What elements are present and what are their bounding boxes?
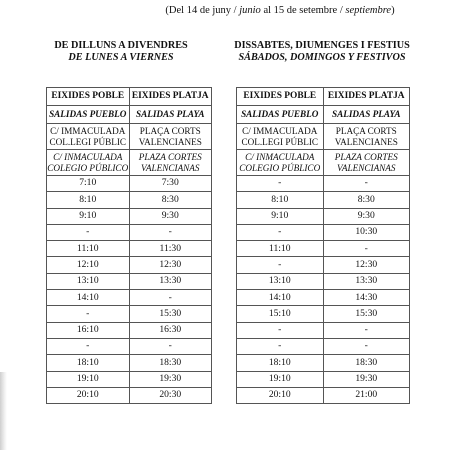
time-row-cell: 13:10 [237,273,324,289]
time-row-cell: 19:30 [129,371,212,387]
time-row [237,176,410,192]
column-header-row [47,88,212,106]
time-row-cell: 12:30 [323,257,410,273]
date-range-ca: Del 14 de juny [168,5,232,16]
stop-name-es-row-cell: C/ INMACULADA COLEGIO PÚBLICO [47,150,130,176]
stop-name-row [47,124,212,150]
time-row-cell: 15:30 [129,306,212,322]
time-row-cell: 20:30 [129,387,212,403]
time-row [47,355,212,371]
time-row-cell: 7:30 [129,176,212,192]
column-header-row-cell: EIXIDES POBLE [237,88,324,106]
stop-name-es-row-cell: PLAZA CORTES VALENCIANAS [323,150,410,176]
column-subheader-row-cell: SALIDAS PUEBLO [237,106,324,124]
time-row-cell: - [237,338,324,354]
weekend-title-ca: DISSABTES, DIUMENGES I FESTIUS [234,40,410,51]
time-row-cell: 18:10 [237,355,324,371]
time-row-cell: 18:30 [129,355,212,371]
column-header-row-cell: EIXIDES POBLE [47,88,130,106]
time-row-cell: 15:10 [237,306,324,322]
column-subheader-row-cell: SALIDAS PLAYA [129,106,212,124]
time-row-cell: - [129,290,212,306]
time-row-cell: 13:30 [129,273,212,289]
time-row [47,273,212,289]
time-row-cell: 9:30 [323,208,410,224]
weekday-title-ca: DE DILLUNS A DIVENDRES [54,40,188,51]
time-row [47,371,212,387]
time-row [237,387,410,403]
scroll-edge-shadow [0,372,7,450]
time-row-cell: - [47,338,130,354]
time-row-cell: 19:10 [237,371,324,387]
time-row-cell: 20:10 [47,387,130,403]
time-row-cell: 15:30 [323,306,410,322]
time-row-cell: - [47,224,130,240]
time-row [237,371,410,387]
time-row-cell: 8:10 [237,192,324,208]
time-row-cell: - [237,224,324,240]
time-row [237,241,410,257]
time-row [47,322,212,338]
time-row-cell: - [323,241,410,257]
time-row [237,192,410,208]
time-row-cell: 18:30 [323,355,410,371]
time-row-cell: 20:10 [237,387,324,403]
weekday-heading [26,40,216,64]
time-row-cell: 9:10 [47,208,130,224]
time-row-cell: 11:30 [129,241,212,257]
column-header-row-cell: EIXIDES PLATJA [129,88,212,106]
time-row-cell: - [47,306,130,322]
time-row-cell: - [237,322,324,338]
time-row-cell: 8:30 [129,192,212,208]
time-row [47,192,212,208]
date-range-es-to: septiembre [345,5,392,16]
time-row-cell: 14:30 [323,290,410,306]
time-row-cell: - [323,322,410,338]
weekend-title-es: SÁBADOS, DOMINGOS Y FESTIVOS [238,52,406,63]
date-range-es-from: junio [239,5,261,16]
time-row-cell: 8:30 [323,192,410,208]
time-row-cell: - [237,257,324,273]
time-row [47,241,212,257]
time-row-cell: 14:10 [47,290,130,306]
time-row-cell: 12:10 [47,257,130,273]
time-row-cell: - [129,338,212,354]
column-subheader-row [237,106,410,124]
time-row-cell: 14:10 [237,290,324,306]
stop-name-row-cell: C/ IMMACULADA COL.LEGI PÚBLIC [47,124,130,150]
stop-name-es-row-cell: C/ INMACULADA COLEGIO PÚBLICO [237,150,324,176]
time-row-cell: 10:30 [323,224,410,240]
time-row-cell: 18:10 [47,355,130,371]
time-row-cell: 9:30 [129,208,212,224]
stop-name-es-row-cell: PLAZA CORTES VALENCIANAS [129,150,212,176]
stop-name-row [237,124,410,150]
stop-name-es-row [237,150,410,176]
time-row-cell: 7:10 [47,176,130,192]
time-row-cell: 9:10 [237,208,324,224]
time-row [47,306,212,322]
time-row [237,306,410,322]
time-row-cell: - [323,338,410,354]
column-header-row-cell: EIXIDES PLATJA [323,88,410,106]
time-row [47,338,212,354]
time-row-cell: - [237,176,324,192]
column-subheader-row [47,106,212,124]
time-row [237,273,410,289]
stop-name-row-cell: PLAÇA CORTS VALENCIANES [323,124,410,150]
time-row [47,387,212,403]
time-row-cell: 16:30 [129,322,212,338]
time-row [47,290,212,306]
time-row [47,176,212,192]
time-row-cell: 19:10 [47,371,130,387]
time-row [47,224,212,240]
time-row [237,257,410,273]
time-row-cell: 13:10 [47,273,130,289]
weekend-heading [222,40,422,64]
time-row-cell: 19:30 [323,371,410,387]
time-row [237,338,410,354]
time-row-cell: 16:10 [47,322,130,338]
time-row [237,290,410,306]
time-row-cell: 13:30 [323,273,410,289]
time-row-cell: 12:30 [129,257,212,273]
column-subheader-row-cell: SALIDAS PUEBLO [47,106,130,124]
stop-name-row-cell: PLAÇA CORTS VALENCIANES [129,124,212,150]
time-row [47,257,212,273]
time-row [237,224,410,240]
time-row-cell: 8:10 [47,192,130,208]
time-row-cell: 11:10 [237,241,324,257]
column-subheader-row-cell: SALIDAS PLAYA [323,106,410,124]
time-row-cell: 11:10 [47,241,130,257]
time-row [237,355,410,371]
time-row [237,322,410,338]
weekday-title-es: DE LUNES A VIERNES [68,52,174,63]
time-row-cell: 21:00 [323,387,410,403]
stop-name-row-cell: C/ IMMACULADA COL.LEGI PÚBLIC [237,124,324,150]
stop-name-es-row [47,150,212,176]
time-row-cell: - [129,224,212,240]
weekend-schedule-table [236,87,410,404]
time-row [47,208,212,224]
column-header-row [237,88,410,106]
date-range: (Del 14 de juny / junio al 15 de setembre / septiembre) [165,5,395,16]
time-row-cell: - [323,176,410,192]
weekday-schedule-table [46,87,212,404]
time-row [237,208,410,224]
